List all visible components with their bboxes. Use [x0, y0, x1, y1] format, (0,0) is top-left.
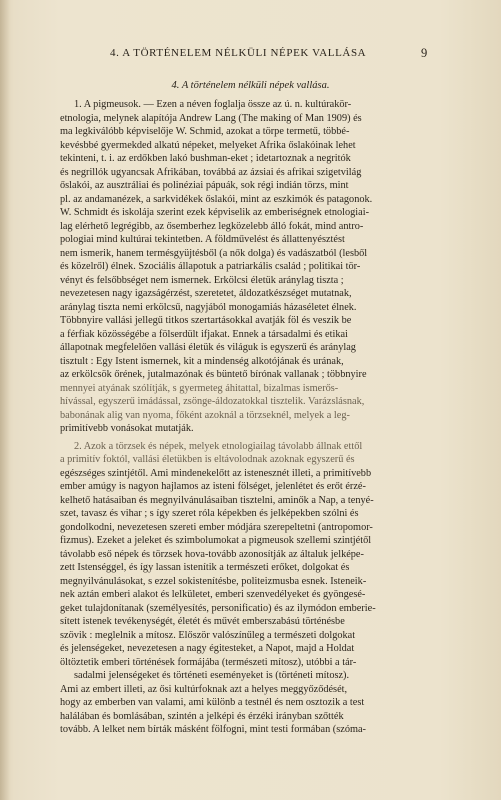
text-line: sadalmi jelenségeket és történeti eseményeket is (történeti mítosz).	[74, 670, 350, 681]
text-line: kelhető hatásaiban és megnyilvánulásaiban tisztelni, aminők a Nap, a tenyé-	[60, 494, 374, 506]
text-line: a férfiak közösségébe a fölserdült ifjakat. Ennek a társadalmi és etikai	[60, 328, 348, 340]
text-line: tovább. A lelket nem bírták másként fölfogni, mint testi formában (szóma-	[60, 724, 366, 735]
text-line: sített istenek tevékenységét, életét és művét emberszabású történésbe	[60, 616, 345, 627]
text-line: halálában és bomlásában, szintén a jelképi és érzéki irányban szőtték	[60, 710, 344, 722]
text-line: 2. Azok a törzsek és népek, melyek etnologiailag távolabb állnak ettől	[74, 440, 363, 452]
text-line: etnologia, melynek alapítója Andrew Lang (The making of Man 1909) és	[60, 112, 362, 124]
text-line: nevezetesen nagy igazságérzést, szeretetet, áldozatkészséget mutatnak,	[60, 288, 352, 299]
text-line: pl. az andamanézek, a sarkvidékek őslakói, mint az eszkimók és patagonok.	[60, 193, 373, 205]
text-line: a primitív foktól, vallási életükben is eltávolodnak azoknak egyszerű és	[60, 454, 355, 465]
text-line: nek aztán emberi alakot és lelkületet, emberi szenvedélyeket és gyöngesé-	[60, 589, 366, 600]
text-line: pologiai mind kultúrai tekintetben. A földművelést és állattenyésztést	[60, 234, 345, 245]
text-line: vényt és felsőbbséget nem ismernek. Erkölcsi életük aránylag tiszta ;	[60, 274, 344, 286]
section-title: 4. A történelem nélküli népek vallása.	[171, 80, 330, 91]
text-line: kevésbbé gyermekded alkatú népeket, melyeket Afrika őslakóinak lehet	[60, 139, 356, 151]
text-line: tisztult : Egy Istent ismernek, kit a mindenség alkotójának és urának,	[60, 355, 344, 367]
text-line: lag elérhető legrégibb, az ősemberhez legközelebb álló fokát, mind antro-	[60, 220, 364, 232]
text-line: aránylag tiszta nemi erkölcsű, nagyjából monogamiás házaséletet élnek.	[60, 301, 357, 313]
text-line: állapotnak megfelelően vallási életük és világuk is egyszerű és aránylag	[60, 342, 356, 353]
text-line: szövik : meglelnik a mítosz. Először valószínűleg a természeti dolgokat	[60, 629, 356, 641]
running-head: 4. A TÖRTÉNELEM NÉLKÜLI NÉPEK VALLÁSA	[110, 47, 367, 59]
text-line: primitívebb vonásokat mutatják.	[60, 423, 194, 434]
body-text	[60, 98, 430, 737]
text-line: megnyilvánulásokat, s ezzel sokistenítésbe, politeizmusba esnek. Isteneik-	[60, 575, 367, 587]
text-line: babonának alig van nyoma, főként azoknál a törzseknél, melyek a leg-	[60, 409, 350, 421]
text-line: az erkölcsök őrének, jutalmazónak és büntető bírónak vallanak ; többnyire	[60, 369, 367, 380]
text-line: 1. A pigmeusok. — Ezen a néven foglalja össze az ú. n. kultúrakör-	[74, 99, 352, 110]
text-line: mennyei atyának szólítják, s gyermeteg áhitattal, bizalmas ismerős-	[60, 382, 339, 394]
text-line: ma legkiválóbb képviselője W. Schmid, azokat a törpe termetű, többé-	[60, 126, 350, 137]
text-line: és jelenségeket, nevezetesen a nagy égitesteket, a Napot, majd a Holdat	[60, 643, 355, 654]
binding-shadow	[0, 0, 10, 800]
text-line: őslakói, az ausztráliai és polinéziai pápuák, sok régi indián törzs, mint	[60, 180, 349, 191]
text-line: és negrillók ugyancsak Afrikában, továbbá az ázsiai és afrikai szigetvilág	[60, 166, 362, 178]
text-line: távolabb eső népek és törzsek hova-tovább azonosítják az általuk jelképe-	[60, 548, 364, 560]
text-line: fizmus). Ezeket a jeleket és szimbolumokat a pigmeusok szellemi szintjétől	[60, 535, 372, 546]
text-line: Többnyire vallási jellegű titkos szertartásokkal avatják föl és veszik be	[60, 315, 352, 326]
page-number: 9	[421, 46, 428, 60]
text-line: zett Istenséggel, és így lassan istenítik a természeti erőket, dolgokat és	[60, 562, 350, 573]
text-line: egészséges szintjétől. Ami mindenekelőtt az istenesznét illeti, a primitívebb	[60, 467, 372, 479]
text-line: gondolkodni, nevezetesen szereti ember módjára szerepeltetni (antropomor-	[60, 521, 373, 533]
text-line: geket tulajdonítanak (személyesítés, personificatio) és az ilymódon emberie-	[60, 602, 376, 614]
text-line: szet, tavasz és vihar ; s így szeret róla képekben és jelképekben szólni és	[60, 508, 359, 519]
text-line: öltöztetik emberi történések formájába (természeti mítosz), utóbbi a tár-	[60, 656, 357, 668]
text-line: tekinteni, t. i. az erdőkben lakó bushman-eket ; idetartoznak a negritók	[60, 153, 351, 164]
text-line: hogy az emberben van valami, ami különb a testnél és nem osztozik a test	[60, 697, 365, 708]
text-line: és közelről) élnek. Szociális állapotuk a patriarkális család ; politikai tör-	[60, 261, 361, 272]
text-line: W. Schmidt és iskolája szerint ezek képviselik az emberiségnek etnologiai-	[60, 207, 370, 218]
text-line: ember amúgy is nagyon hajlamos az isteni fölséget, jelenlétet és erőt érzé-	[60, 481, 366, 492]
text-line: nem ismerik, hanem termésgyüjtésből (a nők dolga) és vadászatból (lesből	[60, 247, 368, 259]
text-line: Ami az embert illeti, az ősi kultúrfoknak azt a helyes meggyőződését,	[60, 683, 348, 695]
text-line: hívással, egyszerű imádással, zsönge-áldozatokkal tisztelik. Varázslásnak,	[60, 396, 365, 407]
